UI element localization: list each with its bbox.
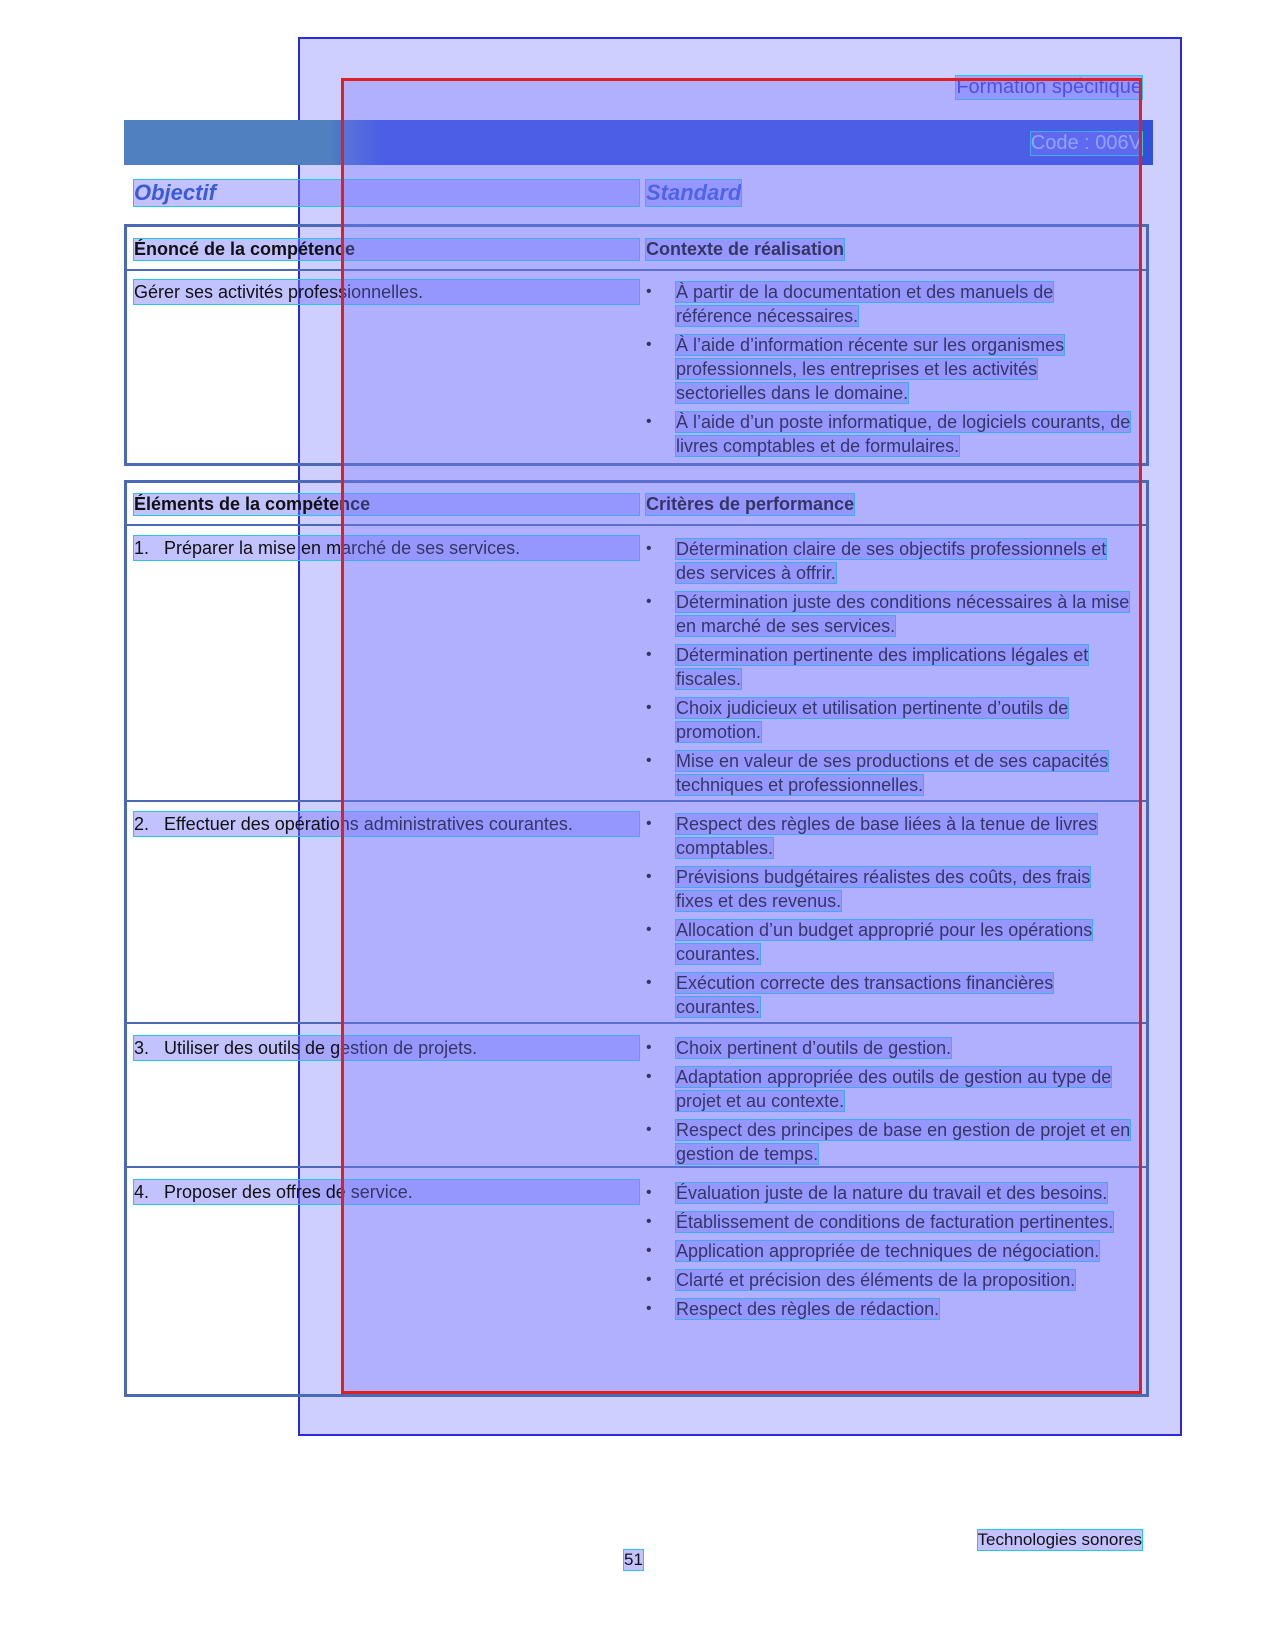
list-item: • Établissement de conditions de facturation pertinentes. [646, 1212, 1114, 1232]
bullet-icon: • [646, 1242, 652, 1259]
element-row-1: 1. Préparer la mise en marché de ses services. [134, 536, 639, 560]
list-item: • À l’aide d’un poste informatique, de logiciels courants, de livres comptables et de formulaires. [646, 412, 1131, 456]
criteria-header: Critères de performance [646, 494, 855, 514]
bullet-icon: • [646, 752, 652, 769]
element-row-4: 4. Proposer des offres de service. [134, 1180, 639, 1204]
bullet-icon: • [646, 1213, 652, 1230]
competence-header: Énoncé de la compétence [134, 239, 639, 260]
elements-header: Éléments de la compétence [134, 494, 639, 515]
list-item: • À partir de la documentation et des manuels de référence nécessaires. [646, 282, 1054, 326]
list-item: • Détermination juste des conditions nécessaires à la mise en marché de ses services. [646, 592, 1130, 636]
bullet-icon: • [646, 336, 652, 353]
bullet-icon: • [646, 868, 652, 885]
competence-statement: Gérer ses activités professionnelles. [134, 280, 639, 304]
bullet-icon: • [646, 1184, 652, 1201]
list-item: • Respect des principes de base en gestion de projet et en gestion de temps. [646, 1120, 1131, 1164]
course-code: Code : 006V [1030, 132, 1142, 154]
list-item: • Adaptation appropriée des outils de gestion au type de projet et au contexte. [646, 1067, 1112, 1111]
program-name: Technologies sonores [977, 1530, 1142, 1549]
bullet-icon: • [646, 646, 652, 663]
bullet-icon: • [646, 1121, 652, 1138]
bullet-icon: • [646, 974, 652, 991]
standard-label: Standard [646, 180, 742, 205]
list-item: • Exécution correcte des transactions financières courantes. [646, 973, 1054, 1017]
bullet-icon: • [646, 593, 652, 610]
bullet-icon: • [646, 921, 652, 938]
list-item: • Détermination claire de ses objectifs professionnels et des services à offrir. [646, 539, 1107, 583]
list-item: • Application appropriée de techniques de négociation. [646, 1241, 1100, 1261]
list-item: • Allocation d’un budget approprié pour les opérations courantes. [646, 920, 1093, 964]
bullet-icon: • [646, 815, 652, 832]
list-item: • Respect des règles de base liées à la tenue de livres comptables. [646, 814, 1098, 858]
list-item: • Respect des règles de rédaction. [646, 1299, 940, 1319]
bullet-icon: • [646, 413, 652, 430]
section-title: Formation spécifique [956, 76, 1142, 98]
inner-highlight-region [341, 78, 1142, 1394]
element-row-3: 3. Utiliser des outils de gestion de projets. [134, 1036, 639, 1060]
list-item: • À l’aide d’information récente sur les organismes professionnels, les entreprises et les activités sectorielles dans le domaine. [646, 335, 1065, 403]
bullet-icon: • [646, 1271, 652, 1288]
list-item: • Choix judicieux et utilisation pertinente d’outils de promotion. [646, 698, 1069, 742]
page-number: 51 [624, 1550, 643, 1569]
list-item: • Évaluation juste de la nature du travail et des besoins. [646, 1183, 1108, 1203]
bullet-icon: • [646, 540, 652, 557]
objectif-label: Objectif [134, 180, 639, 206]
list-item: • Mise en valeur de ses productions et de ses capacités techniques et professionnelles. [646, 751, 1109, 795]
list-item: • Prévisions budgétaires réalistes des coûts, des frais fixes et des revenus. [646, 867, 1091, 911]
list-item: • Clarté et précision des éléments de la proposition. [646, 1270, 1076, 1290]
bullet-icon: • [646, 1039, 652, 1056]
list-item: • Choix pertinent d’outils de gestion. [646, 1038, 952, 1058]
bullet-icon: • [646, 1300, 652, 1317]
bullet-icon: • [646, 699, 652, 716]
context-header: Contexte de réalisation [646, 239, 845, 259]
element-row-2: 2. Effectuer des opérations administratives courantes. [134, 812, 639, 836]
list-item: • Détermination pertinente des implications légales et fiscales. [646, 645, 1089, 689]
bullet-icon: • [646, 283, 652, 300]
bullet-icon: • [646, 1068, 652, 1085]
